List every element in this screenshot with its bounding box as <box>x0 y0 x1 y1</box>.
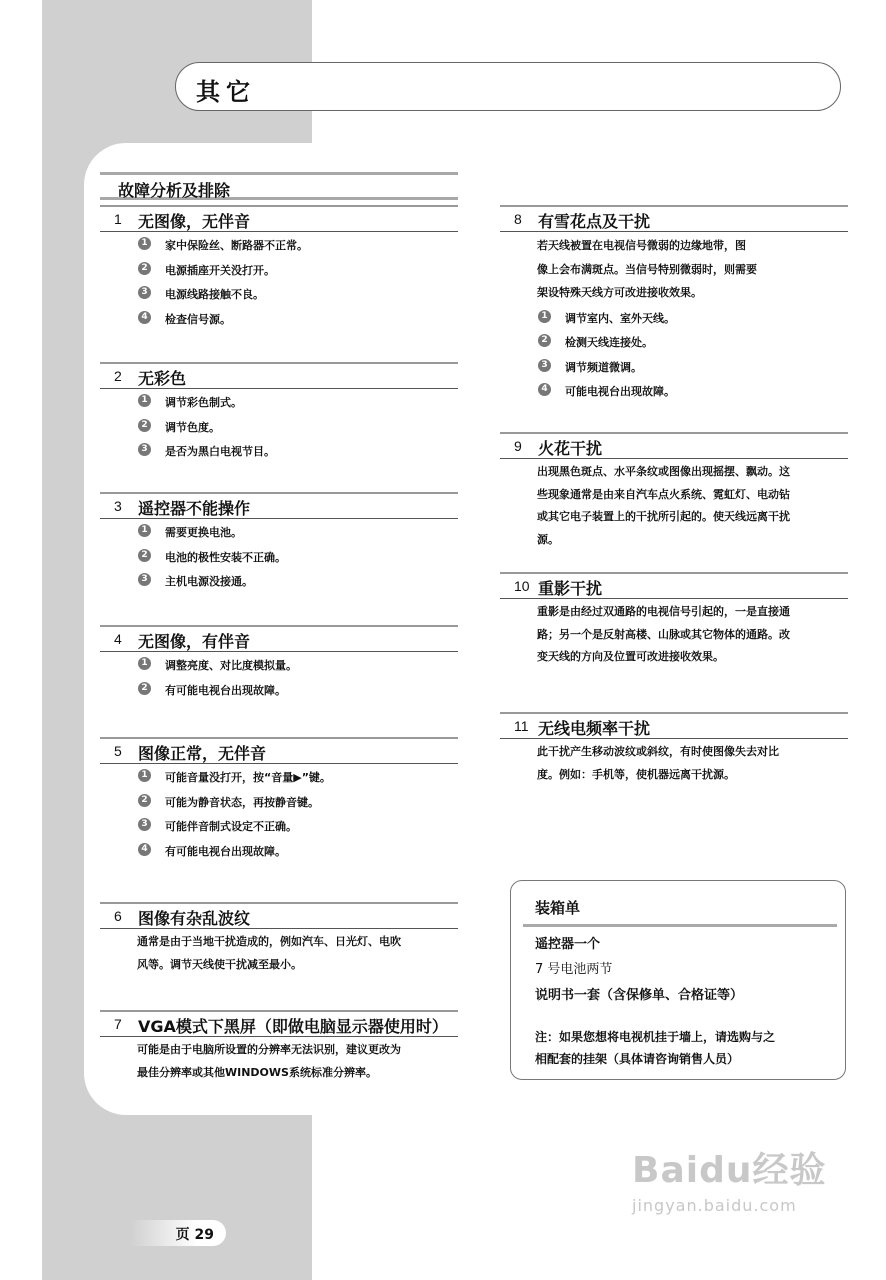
number-circle-icon: 1 <box>538 310 551 323</box>
section-header <box>500 432 848 459</box>
section-paragraph <box>100 929 458 976</box>
number-circle-icon: 2 <box>138 419 151 432</box>
number-circle-icon: 4 <box>538 383 551 396</box>
section-paragraph <box>100 1037 458 1084</box>
list-item <box>100 568 458 593</box>
divider <box>523 924 837 927</box>
section-header <box>500 205 848 232</box>
list-item <box>100 232 458 257</box>
section-header <box>100 205 458 232</box>
item-text: 主机电源没接通。 <box>165 575 253 588</box>
troubleshoot-section <box>100 1010 458 1084</box>
number-circle-icon: 1 <box>138 657 151 670</box>
item-text: 调节频道微调。 <box>565 360 642 374</box>
item-text: 家中保险丝、断路器不正常。 <box>165 239 308 252</box>
section-header <box>500 712 848 739</box>
packing-item: 遥控器一个 <box>535 937 601 952</box>
number-circle-icon: 1 <box>138 769 151 782</box>
section-number: 4 <box>114 631 122 647</box>
list-item <box>100 838 458 863</box>
item-text: 可能伴音制式设定不正确。 <box>165 820 297 833</box>
section-number: 7 <box>114 1016 122 1032</box>
section-header <box>100 1010 458 1037</box>
number-circle-icon: 4 <box>138 843 151 856</box>
section-number: 3 <box>114 498 122 514</box>
watermark-url: jingyan.baidu.com <box>632 1196 797 1215</box>
number-circle-icon: 1 <box>138 237 151 250</box>
section-header <box>100 362 458 389</box>
troubleshoot-section <box>100 362 458 463</box>
chapter-title: 其它 <box>196 77 256 106</box>
section-title: 无线电频率干扰 <box>538 719 651 738</box>
number-circle-icon: 3 <box>138 443 151 456</box>
number-circle-icon: 2 <box>138 549 151 562</box>
troubleshoot-section <box>100 205 458 330</box>
paragraph-line: 通常是由于当地干扰造成的，例如汽车、日光灯、电吹 <box>137 935 401 948</box>
page-number-badge <box>130 1220 226 1246</box>
list-item <box>500 305 848 330</box>
section-paragraph <box>500 232 848 305</box>
list-item <box>100 519 458 544</box>
number-circle-icon: 3 <box>538 359 551 372</box>
list-item <box>100 789 458 814</box>
item-text: 可能为静音状态，再按静音键。 <box>165 795 319 809</box>
paragraph-line: 此干扰产生移动波纹或斜纹，有时使图像失去对比 <box>537 745 779 758</box>
section-title: 有雪花点及干扰 <box>538 212 651 231</box>
troubleshoot-section <box>500 432 848 551</box>
troubleshoot-section <box>100 902 458 976</box>
section-header <box>100 492 458 519</box>
list-item <box>100 544 458 569</box>
troubleshoot-section <box>100 625 458 701</box>
number-circle-icon: 2 <box>138 794 151 807</box>
paragraph-line: 风等。调节天线使干扰减至最小。 <box>137 957 302 971</box>
paragraph-line: 架设特殊天线方可改进接收效果。 <box>537 286 702 299</box>
chapter-title-bar <box>175 62 841 111</box>
packing-item: 说明书一套（含保修单、合格证等） <box>535 988 744 1003</box>
item-text: 调节彩色制式。 <box>165 396 242 409</box>
item-text: 检测天线连接处。 <box>565 336 653 349</box>
section-title: 无图像，无伴音 <box>138 212 251 231</box>
troubleshoot-section <box>500 712 848 786</box>
packing-note-line: 注：如果您想将电视机挂于墙上，请选购与之 <box>535 1030 776 1044</box>
page-label: 页 <box>175 1227 190 1243</box>
number-circle-icon: 4 <box>138 311 151 324</box>
watermark-logo: Baidu经验 <box>632 1150 827 1191</box>
section-title: 图像有杂乱波纹 <box>138 909 251 928</box>
section-title: 无彩色 <box>138 369 187 388</box>
list-item <box>500 354 848 379</box>
item-text: 调节色度。 <box>165 420 220 434</box>
number-circle-icon: 2 <box>138 682 151 695</box>
section-header <box>100 902 458 929</box>
item-text: 需要更换电池。 <box>165 526 242 539</box>
packing-list-box <box>510 880 846 1080</box>
list-item <box>100 257 458 282</box>
list-item <box>100 813 458 838</box>
section-number: 8 <box>514 211 522 227</box>
item-text: 电源线路接触不良。 <box>165 288 264 301</box>
list-item <box>500 329 848 354</box>
item-text: 电池的极性安装不正确。 <box>165 550 286 564</box>
paragraph-line: 或其它电子装置上的干扰所引起的。使天线远离干扰 <box>537 510 790 523</box>
section-header <box>100 625 458 652</box>
item-text: 是否为黑白电视节目。 <box>165 445 275 458</box>
paragraph-line: 些现象通常是由来自汽车点火系统、霓虹灯、电动钻 <box>537 487 790 501</box>
number-circle-icon: 3 <box>138 573 151 586</box>
item-text: 有可能电视台出现故障。 <box>165 844 286 858</box>
section-title: 火花干扰 <box>538 439 603 458</box>
section-number: 2 <box>114 368 122 384</box>
paragraph-line: 最佳分辨率或其他WINDOWS系统标准分辨率。 <box>137 1065 377 1079</box>
troubleshoot-section <box>100 492 458 593</box>
packing-note-line: 相配套的挂架（具体请咨询销售人员） <box>535 1052 740 1066</box>
troubleshoot-section <box>500 572 848 669</box>
section-paragraph <box>500 739 848 786</box>
list-item <box>100 677 458 702</box>
number-circle-icon: 2 <box>138 262 151 275</box>
troubleshoot-section <box>100 737 458 862</box>
section-number: 5 <box>114 743 122 759</box>
number-circle-icon: 3 <box>138 286 151 299</box>
packing-item: 7 号电池两节 <box>535 962 613 977</box>
item-text: 可能电视台出现故障。 <box>565 385 675 398</box>
list-item <box>500 378 848 403</box>
packing-list-title: 装箱单 <box>535 899 581 917</box>
paragraph-line: 若天线被置在电视信号微弱的边缘地带，图 <box>537 239 746 252</box>
paragraph-line: 源。 <box>537 532 559 546</box>
section-paragraph <box>500 459 848 551</box>
item-text: 可能音量没打开，按“音量▶”键。 <box>165 771 331 784</box>
paragraph-line: 变天线的方向及位置可改进接收效果。 <box>537 650 724 663</box>
main-heading: 故障分析及排除 <box>118 181 231 200</box>
paragraph-line: 度。例如：手机等，使机器远离干扰源。 <box>537 767 735 781</box>
section-number: 11 <box>514 718 529 734</box>
list-item <box>100 414 458 439</box>
paragraph-line: 路；另一个是反射高楼、山脉或其它物体的通路。改 <box>537 627 790 641</box>
item-text: 调节室内、室外天线。 <box>565 311 675 325</box>
list-item <box>100 306 458 331</box>
section-title: 遥控器不能操作 <box>138 499 251 518</box>
section-number: 9 <box>514 438 522 454</box>
number-circle-icon: 2 <box>538 334 551 347</box>
number-circle-icon: 3 <box>138 818 151 831</box>
troubleshoot-section <box>500 205 848 403</box>
number-circle-icon: 1 <box>138 524 151 537</box>
number-circle-icon: 1 <box>138 394 151 407</box>
section-header <box>100 737 458 764</box>
list-item <box>100 281 458 306</box>
main-heading-bar <box>100 172 458 200</box>
section-number: 10 <box>514 578 530 594</box>
list-item <box>100 652 458 677</box>
paragraph-line: 重影是由经过双通路的电视信号引起的，一是直接通 <box>537 605 790 618</box>
section-title: 重影干扰 <box>538 579 603 598</box>
page-number: 29 <box>194 1227 214 1243</box>
section-number: 1 <box>114 211 122 227</box>
list-item <box>100 764 458 789</box>
section-title: VGA模式下黑屏（即做电脑显示器使用时） <box>138 1017 448 1036</box>
paragraph-line: 出现黑色斑点、水平条纹或图像出现摇摆、飘动。这 <box>537 465 790 478</box>
section-header <box>500 572 848 599</box>
section-title: 图像正常，无伴音 <box>138 744 267 763</box>
section-title: 无图像，有伴音 <box>138 632 251 651</box>
item-text: 调整亮度、对比度模拟量。 <box>165 659 297 672</box>
section-number: 6 <box>114 908 122 924</box>
item-text: 电源插座开关没打开。 <box>165 263 275 277</box>
paragraph-line: 可能是由于电脑所设置的分辨率无法识别，建议更改为 <box>137 1043 401 1056</box>
section-paragraph <box>500 599 848 669</box>
list-item <box>100 438 458 463</box>
paragraph-line: 像上会布满斑点。当信号特别微弱时，则需要 <box>537 262 757 276</box>
baidu-watermark <box>632 1150 826 1216</box>
list-item <box>100 389 458 414</box>
item-text: 有可能电视台出现故障。 <box>165 683 286 697</box>
item-text: 检查信号源。 <box>165 312 231 326</box>
